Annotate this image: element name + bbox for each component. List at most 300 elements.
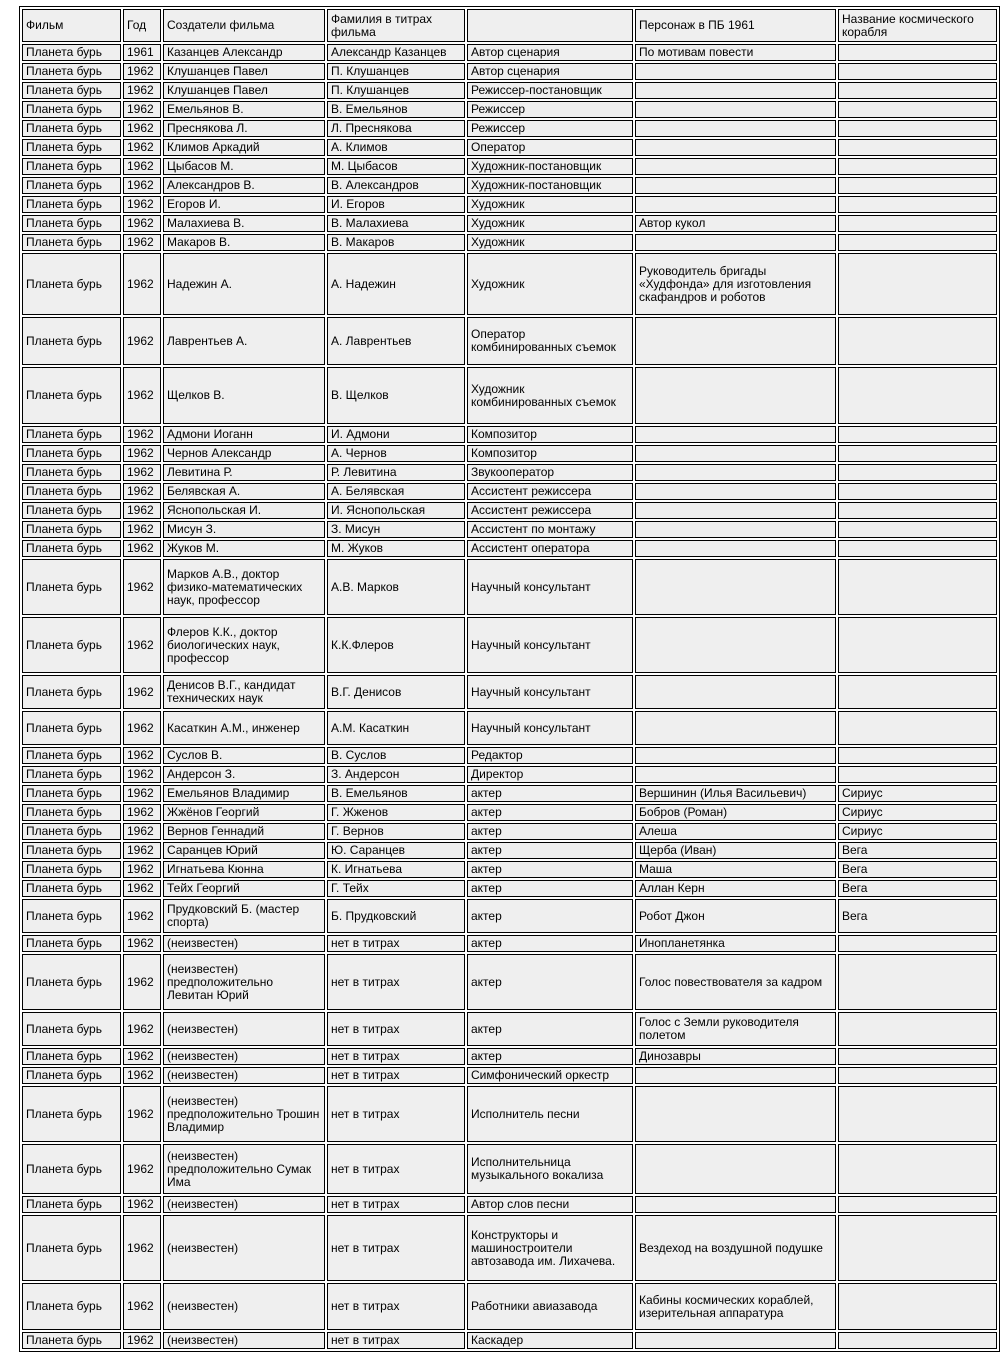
cell-year: 1962	[123, 502, 161, 519]
table-row	[22, 158, 997, 175]
cell-character	[635, 82, 836, 99]
cell-film: Планета бурь	[22, 196, 121, 213]
cell-film: Планета бурь	[22, 521, 121, 538]
cell-role: Директор	[467, 766, 633, 783]
cell-role: Научный консультант	[467, 711, 633, 745]
cell-credit: Ю. Саранцев	[327, 842, 465, 859]
cell-character	[635, 766, 836, 783]
cell-creators: (неизвестен)	[163, 1048, 325, 1065]
cell-ship	[838, 675, 997, 709]
cell-character	[635, 1144, 836, 1194]
cell-creators: Цыбасов М.	[163, 158, 325, 175]
cell-role: Автор сценария	[467, 44, 633, 61]
cell-year: 1962	[123, 234, 161, 251]
cell-character	[635, 445, 836, 462]
cell-ship	[838, 1332, 997, 1349]
cell-ship	[838, 502, 997, 519]
table-row	[22, 464, 997, 481]
cell-film: Планета бурь	[22, 1196, 121, 1213]
cell-character: Маша	[635, 861, 836, 878]
cell-creators: Яснопольская И.	[163, 502, 325, 519]
cell-creators: Лаврентьев А.	[163, 317, 325, 365]
cell-ship	[838, 177, 997, 194]
table-row	[22, 617, 997, 673]
cell-film: Планета бурь	[22, 1012, 121, 1046]
cell-character	[635, 1086, 836, 1142]
cell-role: Редактор	[467, 747, 633, 764]
cell-creators: Игнатьева Кюнна	[163, 861, 325, 878]
cell-creators: Жуков М.	[163, 540, 325, 557]
cell-character	[635, 675, 836, 709]
column-header-creators: Создатели фильма	[163, 9, 325, 42]
cell-year: 1962	[123, 317, 161, 365]
cell-film: Планета бурь	[22, 1086, 121, 1142]
cell-credit: Л. Преснякова	[327, 120, 465, 137]
cell-creators: (неизвестен)	[163, 1283, 325, 1330]
cell-character	[635, 711, 836, 745]
cell-credit: Александр Казанцев	[327, 44, 465, 61]
cell-film: Планета бурь	[22, 785, 121, 802]
cell-role: актер	[467, 861, 633, 878]
cell-character: Автор кукол	[635, 215, 836, 232]
cell-credit: В. Щелков	[327, 367, 465, 424]
cell-role: Ассистент режиссера	[467, 502, 633, 519]
cell-role: Научный консультант	[467, 559, 633, 615]
cell-creators: Мисун З.	[163, 521, 325, 538]
cell-creators: (неизвестен)	[163, 1012, 325, 1046]
cell-character	[635, 196, 836, 213]
cell-credit: З. Андерсон	[327, 766, 465, 783]
cell-year: 1962	[123, 954, 161, 1010]
table-row	[22, 101, 997, 118]
cell-creators: Андерсон З.	[163, 766, 325, 783]
cell-ship	[838, 483, 997, 500]
table-row	[22, 234, 997, 251]
table-row	[22, 804, 997, 821]
cell-character	[635, 483, 836, 500]
cell-character	[635, 426, 836, 443]
cell-ship	[838, 120, 997, 137]
cell-creators: (неизвестен) предположительно Сумак Има	[163, 1144, 325, 1194]
cell-credit: нет в титрах	[327, 1215, 465, 1281]
cell-character	[635, 1196, 836, 1213]
cell-character	[635, 177, 836, 194]
cell-film: Планета бурь	[22, 711, 121, 745]
cell-ship	[838, 215, 997, 232]
cell-year: 1961	[123, 44, 161, 61]
cell-ship: Сириус	[838, 804, 997, 821]
cell-role: Художник-постановщик	[467, 158, 633, 175]
cell-creators: Емельянов В.	[163, 101, 325, 118]
cell-creators: Касаткин А.М., инженер	[163, 711, 325, 745]
film-table-body	[22, 44, 997, 1349]
cell-creators: Марков А.В., доктор физико-математических наук, профессор	[163, 559, 325, 615]
cell-role: Художник	[467, 253, 633, 315]
cell-creators: (неизвестен) предположительно Трошин Владимир	[163, 1086, 325, 1142]
header-row	[22, 9, 997, 42]
cell-film: Планета бурь	[22, 367, 121, 424]
cell-ship	[838, 1012, 997, 1046]
cell-character	[635, 521, 836, 538]
cell-year: 1962	[123, 935, 161, 952]
cell-role: Исполнитель песни	[467, 1086, 633, 1142]
column-header-ship: Название космического корабля	[838, 9, 997, 42]
cell-creators: Белявская А.	[163, 483, 325, 500]
cell-year: 1962	[123, 464, 161, 481]
cell-character	[635, 158, 836, 175]
cell-role: Режиссер	[467, 120, 633, 137]
table-row	[22, 215, 997, 232]
cell-role: Симфонический оркестр	[467, 1067, 633, 1084]
cell-year: 1962	[123, 747, 161, 764]
table-row	[22, 1196, 997, 1213]
cell-year: 1962	[123, 483, 161, 500]
cell-year: 1962	[123, 804, 161, 821]
cell-role: Художник	[467, 196, 633, 213]
cell-character: Вездеход на воздушной подушке	[635, 1215, 836, 1281]
cell-film: Планета бурь	[22, 445, 121, 462]
cell-film: Планета бурь	[22, 617, 121, 673]
table-row	[22, 120, 997, 137]
cell-credit: нет в титрах	[327, 954, 465, 1010]
cell-credit: А. Чернов	[327, 445, 465, 462]
table-row	[22, 63, 997, 80]
cell-credit: Г. Вернов	[327, 823, 465, 840]
table-row	[22, 445, 997, 462]
cell-film: Планета бурь	[22, 1215, 121, 1281]
cell-ship: Вега	[838, 899, 997, 933]
cell-character: Кабины космических кораблей, изерительная аппаратура	[635, 1283, 836, 1330]
cell-ship	[838, 101, 997, 118]
cell-year: 1962	[123, 880, 161, 897]
cell-credit: И. Адмони	[327, 426, 465, 443]
cell-creators: Адмони Иоганн	[163, 426, 325, 443]
table-row	[22, 317, 997, 365]
cell-character	[635, 139, 836, 156]
cell-role: актер	[467, 1048, 633, 1065]
cell-film: Планета бурь	[22, 1332, 121, 1349]
cell-character: Щерба (Иван)	[635, 842, 836, 859]
cell-creators: Щелков В.	[163, 367, 325, 424]
cell-ship: Сириус	[838, 785, 997, 802]
cell-year: 1962	[123, 861, 161, 878]
cell-character	[635, 617, 836, 673]
cell-credit: И. Яснопольская	[327, 502, 465, 519]
cell-ship	[838, 954, 997, 1010]
cell-role: Художник комбинированных съемок	[467, 367, 633, 424]
cell-credit: нет в титрах	[327, 1332, 465, 1349]
cell-film: Планета бурь	[22, 101, 121, 118]
cell-film: Планета бурь	[22, 935, 121, 952]
cell-year: 1962	[123, 617, 161, 673]
cell-role: Работники авиазавода	[467, 1283, 633, 1330]
cell-credit: В. Емельянов	[327, 101, 465, 118]
table-row	[22, 1283, 997, 1330]
cell-ship	[838, 1196, 997, 1213]
cell-ship	[838, 747, 997, 764]
cell-year: 1962	[123, 82, 161, 99]
cell-credit: М. Цыбасов	[327, 158, 465, 175]
cell-credit: М. Жуков	[327, 540, 465, 557]
cell-film: Планета бурь	[22, 1048, 121, 1065]
cell-credit: В. Малахиева	[327, 215, 465, 232]
cell-creators: Егоров И.	[163, 196, 325, 213]
cell-role: Композитор	[467, 426, 633, 443]
cell-role: Режиссер	[467, 101, 633, 118]
cell-credit: В.Г. Денисов	[327, 675, 465, 709]
table-row	[22, 711, 997, 745]
table-row	[22, 823, 997, 840]
cell-ship	[838, 234, 997, 251]
cell-film: Планета бурь	[22, 747, 121, 764]
cell-ship	[838, 44, 997, 61]
cell-credit: З. Мисун	[327, 521, 465, 538]
cell-ship	[838, 426, 997, 443]
cell-ship	[838, 158, 997, 175]
cell-year: 1962	[123, 196, 161, 213]
cell-character	[635, 101, 836, 118]
column-header-credit: Фамилия в титрах фильма	[327, 9, 465, 42]
table-row	[22, 675, 997, 709]
cell-year: 1962	[123, 177, 161, 194]
cell-film: Планета бурь	[22, 120, 121, 137]
cell-role: Оператор	[467, 139, 633, 156]
table-row	[22, 1048, 997, 1065]
table-row	[22, 766, 997, 783]
cell-film: Планета бурь	[22, 158, 121, 175]
cell-year: 1962	[123, 1215, 161, 1281]
cell-ship	[838, 253, 997, 315]
cell-role: Ассистент режиссера	[467, 483, 633, 500]
cell-year: 1962	[123, 675, 161, 709]
cell-role: Научный консультант	[467, 617, 633, 673]
cell-year: 1962	[123, 785, 161, 802]
cell-ship	[838, 367, 997, 424]
cell-year: 1962	[123, 139, 161, 156]
cell-character: Динозавры	[635, 1048, 836, 1065]
cell-year: 1962	[123, 540, 161, 557]
table-row	[22, 842, 997, 859]
cell-film: Планета бурь	[22, 215, 121, 232]
cell-credit: П. Клушанцев	[327, 63, 465, 80]
cell-role: Художник	[467, 215, 633, 232]
cell-ship: Сириус	[838, 823, 997, 840]
cell-role: Режиссер-постановщик	[467, 82, 633, 99]
cell-role: Художник	[467, 234, 633, 251]
cell-year: 1962	[123, 1067, 161, 1084]
column-header-year: Год	[123, 9, 161, 42]
table-row	[22, 483, 997, 500]
cell-ship: Вега	[838, 880, 997, 897]
cell-film: Планета бурь	[22, 317, 121, 365]
cell-credit: Г. Жженов	[327, 804, 465, 821]
cell-credit: К.К.Флеров	[327, 617, 465, 673]
cell-character	[635, 559, 836, 615]
cell-ship	[838, 196, 997, 213]
cell-creators: Жжёнов Георгий	[163, 804, 325, 821]
cell-ship	[838, 82, 997, 99]
cell-year: 1962	[123, 158, 161, 175]
cell-role: Ассистент по монтажу	[467, 521, 633, 538]
cell-year: 1962	[123, 426, 161, 443]
cell-credit: нет в титрах	[327, 1144, 465, 1194]
cell-film: Планета бурь	[22, 861, 121, 878]
cell-character	[635, 63, 836, 80]
cell-role: Научный консультант	[467, 675, 633, 709]
cell-film: Планета бурь	[22, 1144, 121, 1194]
cell-film: Планета бурь	[22, 426, 121, 443]
cell-character: Алеша	[635, 823, 836, 840]
cell-character	[635, 1067, 836, 1084]
cell-year: 1962	[123, 823, 161, 840]
cell-role: актер	[467, 1012, 633, 1046]
cell-role: Ассистент оператора	[467, 540, 633, 557]
cell-creators: (неизвестен)	[163, 1332, 325, 1349]
cell-role: Художник-постановщик	[467, 177, 633, 194]
cell-credit: А. Белявская	[327, 483, 465, 500]
cell-character	[635, 234, 836, 251]
cell-role: Автор сценария	[467, 63, 633, 80]
cell-character	[635, 317, 836, 365]
cell-credit: И. Егоров	[327, 196, 465, 213]
cell-year: 1962	[123, 1012, 161, 1046]
table-row	[22, 747, 997, 764]
table-row	[22, 954, 997, 1010]
cell-film: Планета бурь	[22, 1283, 121, 1330]
cell-year: 1962	[123, 1332, 161, 1349]
cell-creators: Клушанцев Павел	[163, 63, 325, 80]
cell-character: Инопланетянка	[635, 935, 836, 952]
cell-credit: нет в титрах	[327, 1283, 465, 1330]
cell-year: 1962	[123, 1144, 161, 1194]
table-row	[22, 426, 997, 443]
cell-creators: Суслов В.	[163, 747, 325, 764]
cell-creators: Казанцев Александр	[163, 44, 325, 61]
cell-year: 1962	[123, 63, 161, 80]
cell-creators: (неизвестен)	[163, 1196, 325, 1213]
cell-credit: П. Клушанцев	[327, 82, 465, 99]
cell-ship	[838, 1283, 997, 1330]
cell-character	[635, 502, 836, 519]
cell-ship	[838, 1048, 997, 1065]
cell-ship	[838, 139, 997, 156]
table-row	[22, 785, 997, 802]
cell-character	[635, 747, 836, 764]
cell-credit: В. Макаров	[327, 234, 465, 251]
cell-year: 1962	[123, 367, 161, 424]
cell-creators: (неизвестен)	[163, 1215, 325, 1281]
cell-credit: нет в титрах	[327, 1048, 465, 1065]
cell-credit: В. Суслов	[327, 747, 465, 764]
cell-credit: А. Климов	[327, 139, 465, 156]
table-row	[22, 502, 997, 519]
cell-year: 1962	[123, 711, 161, 745]
table-row	[22, 196, 997, 213]
cell-character: Вершинин (Илья Васильевич)	[635, 785, 836, 802]
cell-ship: Вега	[838, 842, 997, 859]
cell-credit: Г. Тейх	[327, 880, 465, 897]
cell-creators: (неизвестен)	[163, 935, 325, 952]
column-header-character: Персонаж в ПБ 1961	[635, 9, 836, 42]
cell-year: 1962	[123, 559, 161, 615]
table-row	[22, 44, 997, 61]
cell-creators: Саранцев Юрий	[163, 842, 325, 859]
cell-credit: Р. Левитина	[327, 464, 465, 481]
cell-creators: Вернов Геннадий	[163, 823, 325, 840]
cell-film: Планета бурь	[22, 253, 121, 315]
cell-creators: Макаров В.	[163, 234, 325, 251]
cell-character: Голос с Земли руководителя полетом	[635, 1012, 836, 1046]
cell-ship	[838, 445, 997, 462]
cell-year: 1962	[123, 766, 161, 783]
cell-character	[635, 540, 836, 557]
cell-role: актер	[467, 954, 633, 1010]
cell-role: актер	[467, 785, 633, 802]
cell-role: Каскадер	[467, 1332, 633, 1349]
cell-character	[635, 367, 836, 424]
cell-credit: нет в титрах	[327, 1086, 465, 1142]
cell-creators: Александров В.	[163, 177, 325, 194]
cell-film: Планета бурь	[22, 1067, 121, 1084]
cell-creators: Климов Аркадий	[163, 139, 325, 156]
table-row	[22, 82, 997, 99]
cell-ship	[838, 559, 997, 615]
cell-film: Планета бурь	[22, 823, 121, 840]
cell-role: актер	[467, 823, 633, 840]
cell-role: актер	[467, 899, 633, 933]
cell-creators: Клушанцев Павел	[163, 82, 325, 99]
cell-film: Планета бурь	[22, 766, 121, 783]
cell-film: Планета бурь	[22, 483, 121, 500]
cell-film: Планета бурь	[22, 234, 121, 251]
cell-ship	[838, 464, 997, 481]
cell-ship	[838, 1215, 997, 1281]
cell-credit: нет в титрах	[327, 1196, 465, 1213]
table-row	[22, 177, 997, 194]
cell-year: 1962	[123, 842, 161, 859]
cell-creators: Емельянов Владимир	[163, 785, 325, 802]
cell-ship	[838, 935, 997, 952]
cell-film: Планета бурь	[22, 540, 121, 557]
cell-role: актер	[467, 804, 633, 821]
cell-creators: Чернов Александр	[163, 445, 325, 462]
cell-credit: В. Александров	[327, 177, 465, 194]
cell-year: 1962	[123, 1086, 161, 1142]
table-row	[22, 521, 997, 538]
cell-film: Планета бурь	[22, 559, 121, 615]
cell-ship	[838, 617, 997, 673]
cell-creators: Преснякова Л.	[163, 120, 325, 137]
cell-credit: нет в титрах	[327, 935, 465, 952]
cell-credit: В. Емельянов	[327, 785, 465, 802]
cell-ship	[838, 711, 997, 745]
cell-role: Композитор	[467, 445, 633, 462]
cell-film: Планета бурь	[22, 82, 121, 99]
cell-ship	[838, 521, 997, 538]
cell-role: Конструкторы и машиностроители автозавода им. Лихачева.	[467, 1215, 633, 1281]
cell-creators: Надежин А.	[163, 253, 325, 315]
cell-film: Планета бурь	[22, 954, 121, 1010]
cell-year: 1962	[123, 253, 161, 315]
cell-film: Планета бурь	[22, 139, 121, 156]
table-row	[22, 880, 997, 897]
cell-ship	[838, 766, 997, 783]
cell-year: 1962	[123, 899, 161, 933]
table-row	[22, 1086, 997, 1142]
cell-role: актер	[467, 842, 633, 859]
table-row	[22, 139, 997, 156]
cell-ship: Вега	[838, 861, 997, 878]
